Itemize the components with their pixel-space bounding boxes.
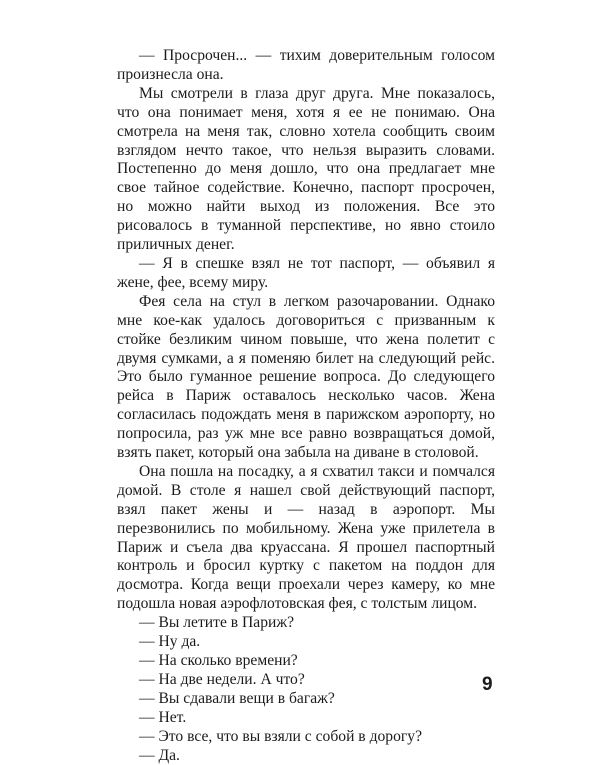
- page-number: 9: [482, 674, 493, 695]
- paragraph: Мы смотрели в глаза друг друга. Мне показалось, что она понимает меня, хотя я ее не понимаю. Она смотрела на меня так, словно хотела сообщить своим взглядом нечто такое, что нельзя выразить словами. Постепенно до меня дошло, что она предлагает мне свое тайное содействие. Конечно, паспорт просрочен, но можно найти выход из положения. Все это рисовалось в туманной перспективе, но явно стоило приличных денег.: [117, 84, 495, 254]
- body-text: [117, 47, 495, 765]
- paragraph: Фея села на стул в легком разочаровании. Однако мне кое-как удалось договориться с призванным к стойке безликим чином повыше, что жена полетит с двумя сумками, а я поменяю билет на следующий рейс. Это было гуманное решение вопроса. До следующего рейса в Париж оставалось несколько часов. Жена согласилась подождать меня в парижском аэропорту, но попросила, раз уж мне все равно возвращаться домой, взять пакет, который она забыла на диване в столовой.: [117, 292, 495, 462]
- paragraph: — Я в спешке взял не тот паспорт, — объявил я жене, фее, всему миру.: [117, 254, 495, 291]
- dialogue-line: — Да.: [139, 746, 180, 764]
- dialogue-line: — На сколько времени?: [139, 652, 298, 669]
- paragraph: Она пошла на посадку, а я схватил такси и помчался домой. В столе я нашел свой действующий паспорт, взял пакет жены и — назад в аэропорт. Мы перезвонились по мобильному. Жена уже прилетела в Париж и съела два круассана. Я прошел паспортный контроль и бросил куртку с пакетом на поддон для досмотра. Когда вещи проехали через камеру, ко мне подошла новая аэрофлотовская фея, с толстым лицом.: [117, 462, 495, 613]
- dialogue-line: — Вы сдавали вещи в багаж?: [139, 689, 335, 707]
- dialogue-line: — Это все, что вы взяли с собой в дорогу?: [139, 727, 423, 745]
- paragraph: — Просрочен... — тихим доверительным голосом произнесла она.: [117, 47, 495, 83]
- dialogue-line: — На две недели. А что?: [139, 670, 305, 688]
- dialogue-line: — Ну да.: [139, 633, 201, 651]
- dialogue-line: — Вы летите в Париж?: [139, 614, 295, 632]
- dialogue-line: — Нет.: [139, 708, 187, 726]
